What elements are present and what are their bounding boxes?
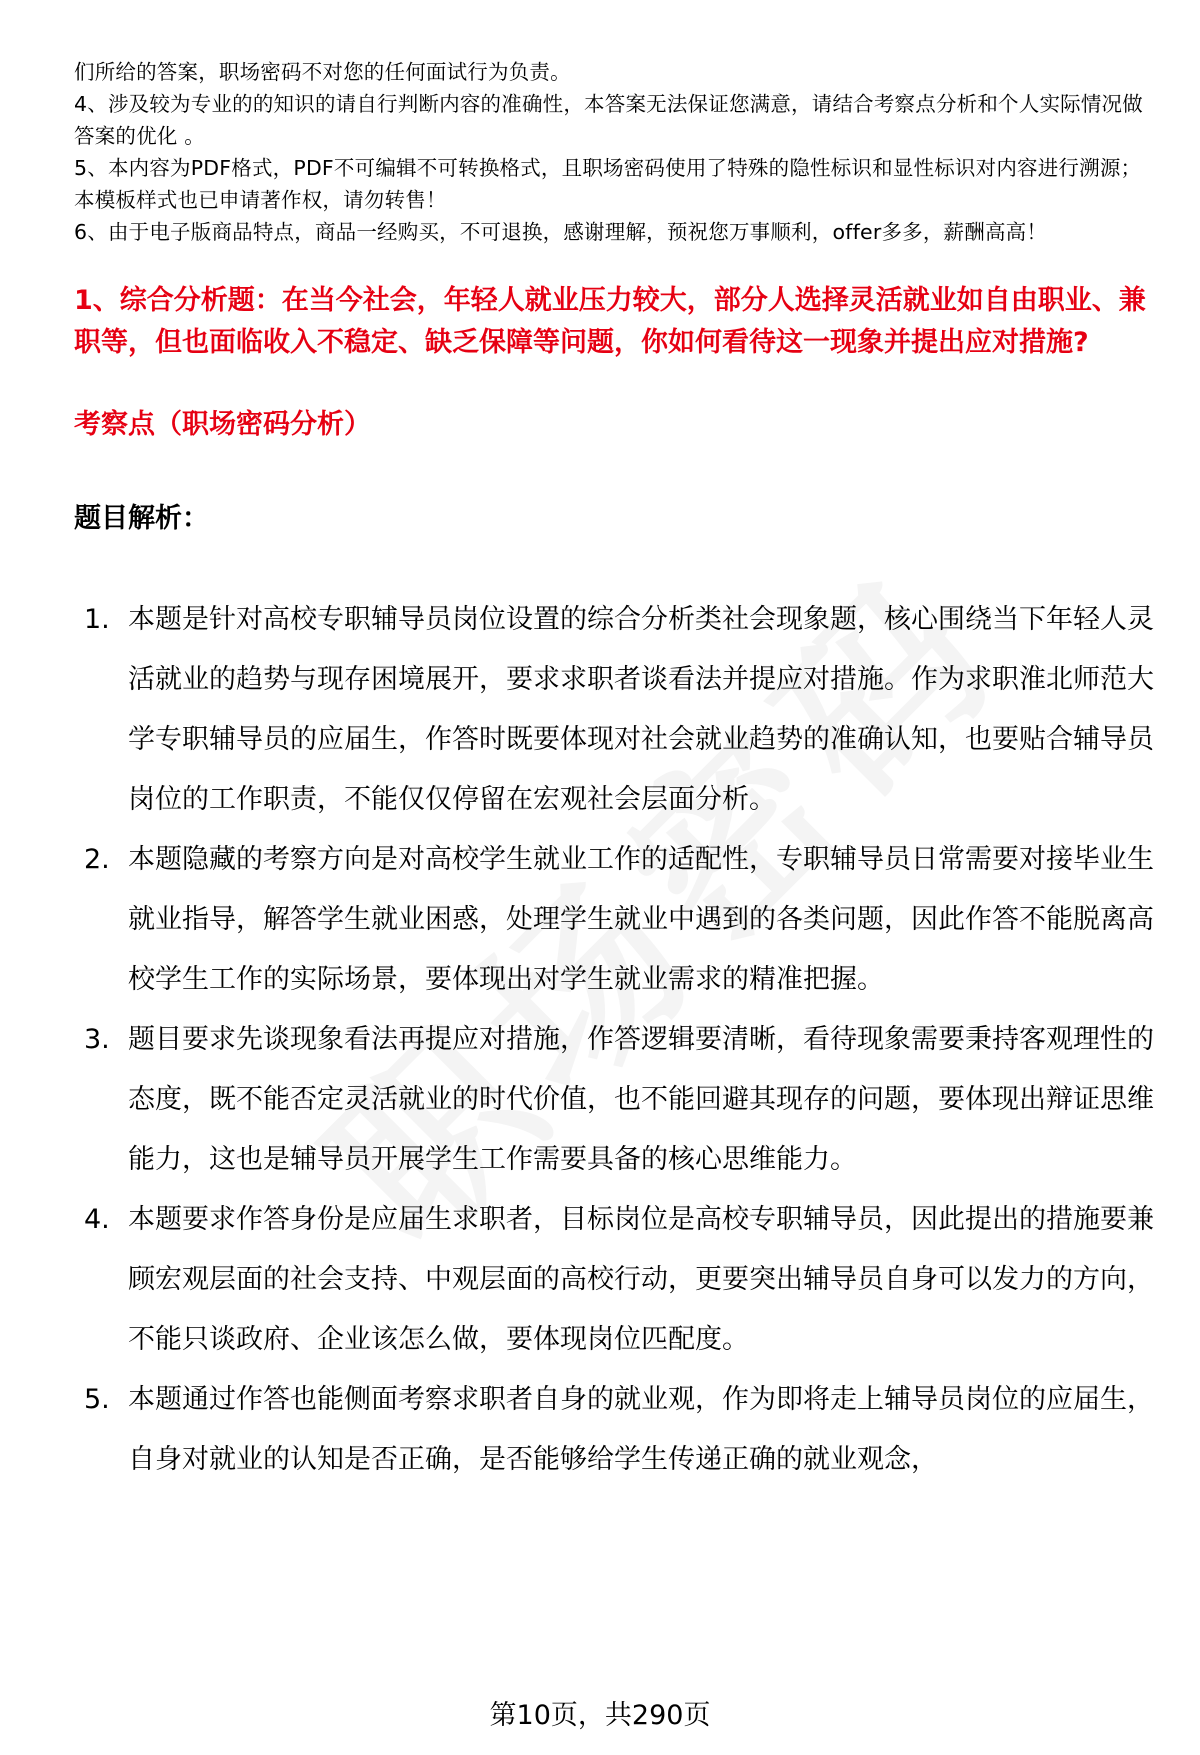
note-line: 4、涉及较为专业的的知识的请自行判断内容的准确性，本答案无法保证您满意，请结合考察点分析和个人实际情况做答案的优化 。 [74, 92, 1143, 148]
list-number: 1. [84, 604, 110, 635]
list-item [74, 830, 1160, 1010]
list-text: 本题通过作答也能侧面考察求职者自身的就业观，作为即将走上辅导员岗位的应届生，自身对就业的认知是否正确，是否能够给学生传递正确的就业观念， [128, 1384, 1154, 1475]
note-line: 们所给的答案，职场密码不对您的任何面试行为负责。 [74, 60, 571, 84]
list-text: 题目要求先谈现象看法再提应对措施，作答逻辑要清晰，看待现象需要秉持客观理性的态度，既不能否定灵活就业的时代价值，也不能回避其现存的问题，要体现出辩证思维能力，这也是辅导员开展学生工作需要具备的核心思维能力。 [128, 1024, 1154, 1175]
page-number: 第10页，共290页 [489, 1700, 711, 1731]
page-content [74, 56, 1160, 1490]
list-text: 本题要求作答身份是应届生求职者，目标岗位是高校专职辅导员，因此提出的措施要兼顾宏观层面的社会支持、中观层面的高校行动，更要突出辅导员自身可以发力的方向，不能只谈政府、企业该怎么做，要体现岗位匹配度。 [128, 1204, 1154, 1355]
list-item [74, 1010, 1160, 1190]
list-text: 本题隐藏的考察方向是对高校学生就业工作的适配性，专职辅导员日常需要对接毕业生就业指导，解答学生就业困惑，处理学生就业中遇到的各类问题，因此作答不能脱离高校学生工作的实际场景，要体现出对学生就业需求的精准把握。 [128, 844, 1154, 995]
list-number: 4. [84, 1204, 110, 1235]
list-number: 2. [84, 844, 110, 875]
note-line: 6、由于电子版商品特点，商品一经购买，不可退换，感谢理解，预祝您万事顺利，offer多多，薪酬高高！ [74, 220, 1048, 244]
list-item [74, 590, 1160, 830]
list-number: 5. [84, 1384, 110, 1415]
focus-heading: 考察点（职场密码分析） [74, 409, 371, 440]
note-line: 5、本内容为PDF格式，PDF不可编辑不可转换格式，且职场密码使用了特殊的隐性标识和显性标识对内容进行溯源；本模板样式也已申请著作权，请勿转售！ [74, 156, 1142, 212]
list-item [74, 1190, 1160, 1370]
list-item [74, 1370, 1160, 1490]
question-heading: 1、综合分析题：在当今社会，年轻人就业压力较大，部分人选择灵活就业如自由职业、兼职等，但也面临收入不稳定、缺乏保障等问题，你如何看待这一现象并提出应对措施? [74, 285, 1146, 358]
list-number: 3. [84, 1024, 110, 1055]
notes-section [74, 56, 1160, 248]
analysis-list [74, 590, 1160, 1490]
analysis-heading: 题目解析： [74, 503, 209, 534]
list-text: 本题是针对高校专职辅导员岗位设置的综合分析类社会现象题，核心围绕当下年轻人灵活就业的趋势与现存困境展开，要求求职者谈看法并提应对措施。作为求职淮北师范大学专职辅导员的应届生，作答时既要体现对社会就业趋势的准确认知，也要贴合辅导员岗位的工作职责，不能仅仅停留在宏观社会层面分析。 [128, 604, 1154, 815]
